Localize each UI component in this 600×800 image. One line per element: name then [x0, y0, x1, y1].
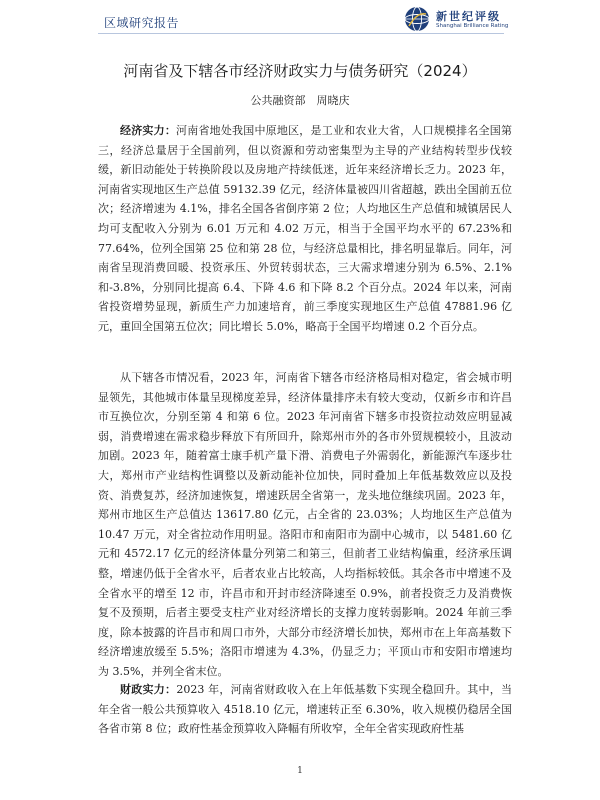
report-authors: 公共融资部 周晓庆 [250, 94, 350, 107]
paragraph-heading: 经济实力： [120, 124, 177, 137]
section-label: 区域研究报告 [104, 16, 180, 30]
paragraph-city-overview [98, 368, 512, 682]
header-divider [98, 33, 504, 34]
brand-name-cn: 新世纪评级 [436, 10, 501, 23]
paragraph-economic-strength [98, 121, 512, 337]
paragraph-heading: 财政实力： [120, 683, 177, 696]
globe-logo-icon [404, 6, 430, 32]
page-number: 1 [297, 766, 303, 776]
paragraph-text: 2023 年，河南省财政收入在上年低基数下实现全稳回升。其中，当年全省一般公共预算收入 4518.10 亿元，增速转正至 6.30%，收入规模仍稳居全国各省市第 8 位；政府性基金预算收入降幅有所收窄，全年全省实现政府性基 [98, 683, 512, 736]
paragraph-text: 从下辖各市情况看，2023 年，河南省下辖各市经济格局相对稳定，省会城市明显领先，其他城市体量呈现梯度差异，经济体量排序未有较大变动，仅新乡市和许昌市互换位次，分别至第 4 和第 6 位。2023 年河南省下辖多市投资拉动效应明显减弱，消费增速在需求稳步释放下有所回升，除郑州市外的各市外贸规模较小，且波动加剧。2023 年，随着富士康手机产量下滑、消费电子外需弱化，新能源汽车逐步壮大，郑州市产业结构性调整以及新动能补位加快，同时叠加上年低基数效应以及投资、消费复苏，经济加速恢复，增速跃居全省第一，龙头地位继续巩固。2023 年，郑州市地区生产总值达 13617.80 亿元，占全省的 23.03%；人均地区生产总值为 10.47 万元，对全省拉动作用明显。洛阳市和南阳市为副中心城市，以 5481.60 亿元和 4572.17 亿元的经济体量分列第二和第三，但前者工业结构偏重，经济承压调整，增速仍低于全省水平，后者农业占比较高，人均指标较低。其余各市中增速不及全省水平的增至 12 市，许昌市和开封市经济降速至 0.9%，前者投资乏力及消费恢复不及预期，后者主要受支柱产业对经济增长的支撑力度转弱影响。2024 年前三季度，除本披露的许昌市和周口市外，大部分市经济增长加快，郑州市在上年高基数下经济增速放缓至 5.5%；洛阳市增速为 4.3%，仍显乏力；平顶山市和安阳市增速均为 3.5%，并列全省末位。 [98, 371, 512, 678]
paragraph-fiscal-strength [98, 680, 512, 739]
report-title: 河南省及下辖各市经济财政实力与债务研究（2024） [123, 62, 477, 80]
paragraph-text: 河南省地处我国中原地区，是工业和农业大省，人口规模排名全国第三，经济总量居于全国前列，但以资源和劳动密集型为主导的产业结构转型步伐较缓，新旧动能处于转换阶段以及房地产持续低迷，近年来经济增长乏力。2023 年，河南省实现地区生产总值 59132.39 亿元，经济体量被四川省超越，跌出全国前五位次；经济增速为 4.1%，排名全国各省倒序第 2 位；人均地区生产总值和城镇居民人均可支配收入分别为 6.01 万元和 4.02 万元，相当于全国平均水平的 67.23%和 77.64%，位列全国第 25 位和第 28 位，与经济总量相比，排名明显靠后。同年，河南省呈现消费回暖、投资承压、外贸转弱状态，三大需求增速分别为 6.5%、2.1%和-3.8%，分别同比提高 6.4、下降 4.6 和下降 8.2 个百分点。2024 年以来，河南省投资增势显现，新质生产力加速培育，前三季度实现地区生产总值 47881.96 亿元，重回全国第五位次；同比增长 5.0%，略高于全国平均增速 0.2 个百分点。 [98, 124, 512, 333]
page-header [0, 0, 600, 40]
brand-name-en: Shanghai Brilliance Rating [436, 23, 509, 29]
